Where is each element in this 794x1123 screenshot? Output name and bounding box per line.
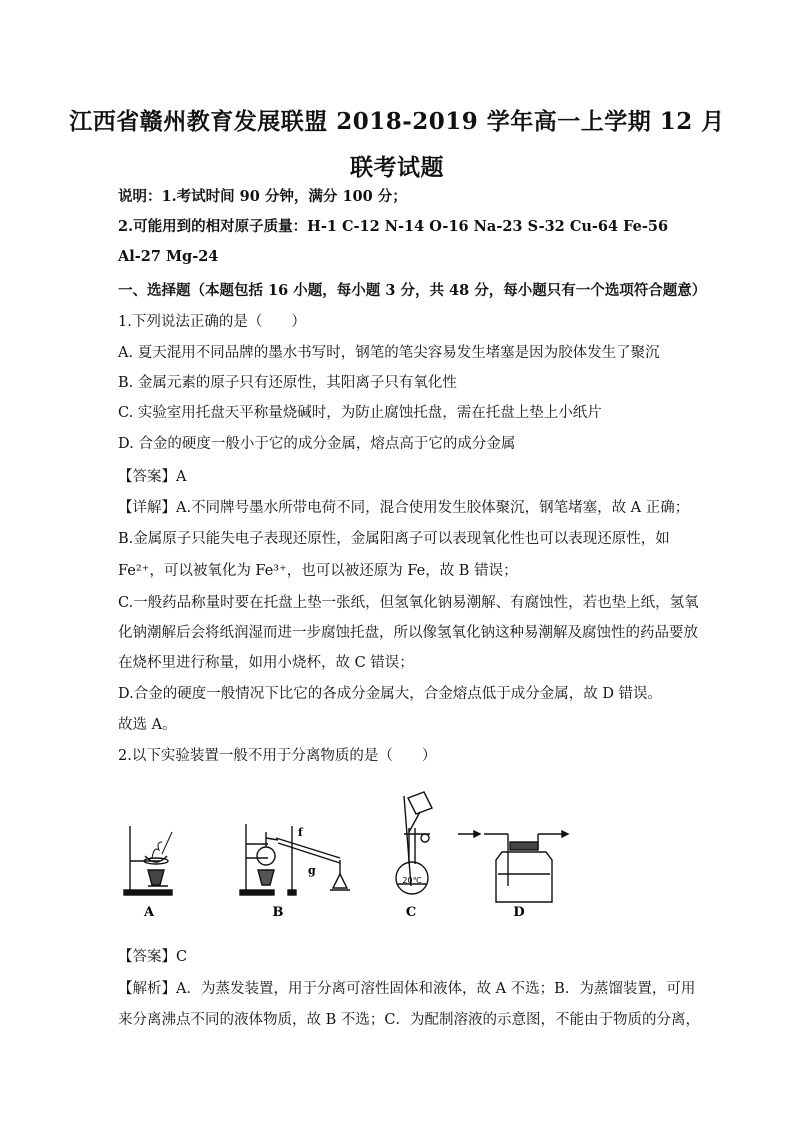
q1-explanation-8: 故选 A。 <box>118 717 177 733</box>
label-a: A <box>143 905 155 920</box>
apparatus-a <box>124 826 172 895</box>
q2-stem: 2.以下实验装置一般不用于分离物质的是（ ） <box>118 748 437 764</box>
label-b: B <box>272 905 284 920</box>
label-c: C <box>405 905 417 920</box>
q2-answer: 【答案】C <box>118 949 188 965</box>
q1-explanation-2: B.金属原子只能失电子表现还原性，金属阳离子可以表现氧化性也可以表现还原性，如 <box>118 531 670 547</box>
q1-option-c: C. 实验室用托盘天平称量烧碱时，为防止腐蚀托盘，需在托盘上垫上小纸片 <box>118 405 602 421</box>
apparatus-d <box>458 831 568 902</box>
mark-g: g <box>308 864 316 877</box>
doc-title-line1: 江西省赣州教育发展联盟 2018-2019 学年高一上学期 12 月 <box>69 108 725 135</box>
q1-answer: 【答案】A <box>118 469 187 485</box>
exam-note-2: 2.可能用到的相对原子质量：H-1 C-12 N-14 O-16 Na-23 S-32 Cu-64 Fe-56 <box>118 218 669 235</box>
label-d: D <box>513 905 525 920</box>
q1-explanation-4: C.一般药品称量时要在托盘上垫一张纸，但氢氧化钠易潮解、有腐蚀性，若也垫上纸，氢氧 <box>118 595 699 611</box>
section-heading: 一、选择题（本题包括 16 小题，每小题 3 分，共 48 分，每小题只有一个选项符合题意） <box>118 282 707 299</box>
q1-explanation-6: 在烧杯里进行称量，如用小烧杯，故 C 错误； <box>118 655 414 671</box>
q1-stem: 1.下列说法正确的是（ ） <box>118 314 306 330</box>
doc-title-line2: 联考试题 <box>350 154 444 181</box>
q1-option-a: A. 夏天混用不同品牌的墨水书写时，钢笔的笔尖容易发生堵塞是因为胶体发生了聚沉 <box>118 345 660 361</box>
mark-f: f <box>298 826 303 839</box>
q1-explanation-1: 【详解】A.不同牌号墨水所带电荷不同，混合使用发生胶体聚沉，钢笔堵塞，故 A 正确； <box>118 500 690 516</box>
q1-option-d: D. 合金的硬度一般小于它的成分金属，熔点高于它的成分金属 <box>118 436 516 452</box>
exam-note-1: 说明：1.考试时间 90 分钟，满分 100 分； <box>118 188 407 205</box>
apparatus-figure <box>118 786 598 920</box>
exam-note-3: Al-27 Mg-24 <box>118 248 219 265</box>
q1-explanation-5: 化钠潮解后会将纸润湿而进一步腐蚀托盘，所以像氢氧化钠这种易潮解及腐蚀性的药品要放 <box>118 625 698 641</box>
q2-explanation-1: 【解析】A．为蒸发装置，用于分离可溶性固体和液体，故 A 不选；B．为蒸馏装置，可用 <box>118 981 696 997</box>
q1-explanation-3: Fe²⁺，可以被氧化为 Fe³⁺，也可以被还原为 Fe，故 B 错误； <box>118 563 518 579</box>
q1-explanation-7: D.合金的硬度一般情况下比它的各成分金属大，合金熔点低于成分金属，故 D 错误。 <box>118 686 663 702</box>
flask-mark: 20℃ <box>402 876 422 885</box>
q1-option-b: B. 金属元素的原子只有还原性，其阳离子只有氧化性 <box>118 375 457 391</box>
apparatus-b <box>240 824 350 895</box>
q2-explanation-2: 来分离沸点不同的液体物质，故 B 不选；C．为配制溶液的示意图，不能由于物质的分离， <box>118 1012 700 1028</box>
